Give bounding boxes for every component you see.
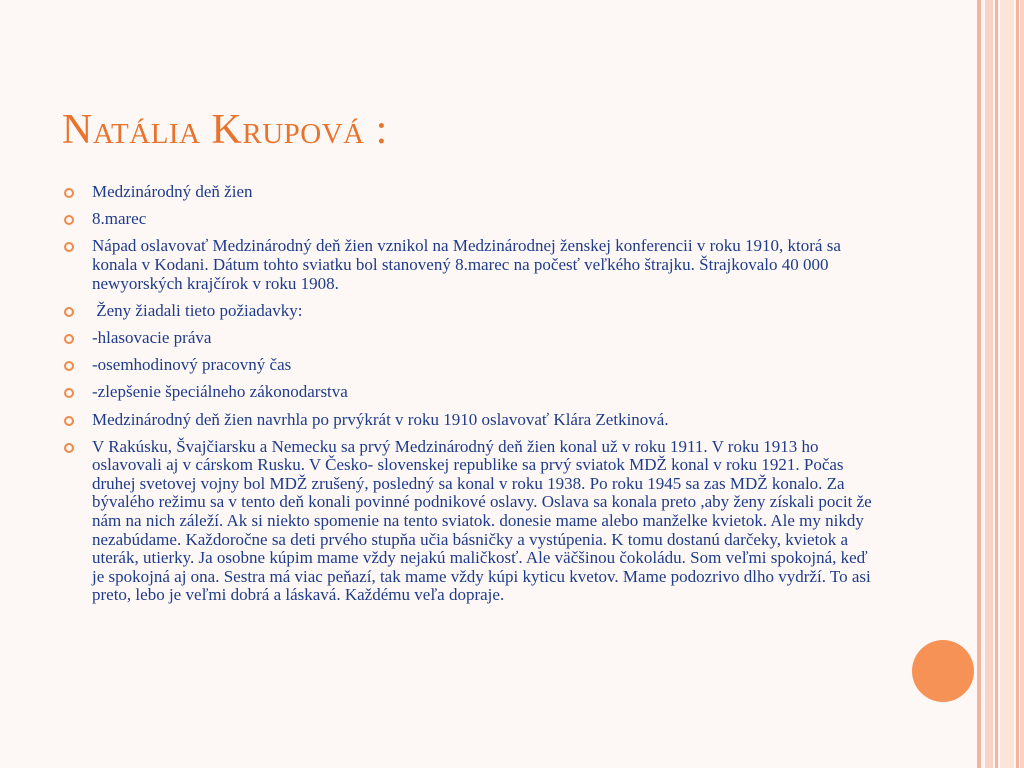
bullet-text: Ženy žiadali tieto požiadavky: <box>92 300 303 320</box>
bullet-item <box>64 210 876 229</box>
bullet-item <box>64 356 876 375</box>
bullet-text: -zlepšenie špeciálneho zákonodarstva <box>92 382 348 402</box>
hollow-circle-bullet-icon <box>64 307 74 317</box>
bullet-text: V Rakúsku, Švajčiarsku a Nemecku sa prvý Medzinárodný deň žien konal už v roku 1911. V roku 1913 ho oslavovali aj v cárskom Rusku. V Česko- slovenskej republike sa prvý sviatok MDŽ konal v roku 1921. Počas druhej svetovej vojny bol MDŽ zrušený, posledný sa konal v roku 1938. Po roku 1945 sa zas MDŽ konalo. Za bývalého režimu sa v tento deň konali povinné podnikové oslavy. Oslava sa konala preto ,aby ženy získali pocit že nám na nich záleží. Ak si niekto spomenie na tento sviatok. donesie mame alebo manželke kvietok. Ale my nikdy nezabúdame. Každoročne sa deti prvého stupňa učia básničky a vystúpenia. K tomu dostanú darčeky, kvietok a uterák, utierky. Ja osobne kúpim mame vždy nejakú maličkosť. Ale väčšinou čokoládu. Som veľmi spokojná, keď je spokojná aj ona. Sestra má viac peňazí, tak mame vždy kúpi kyticu kvetov. Mame podozrivo dlho vydrží. To asi preto, lebo je veľmi dobrá a láskavá. Každému veľa dopraje. <box>92 436 872 605</box>
bullet-text: Medzinárodný deň žien navrhla po prvýkrát v roku 1910 oslavovať Klára Zetkinová. <box>92 409 669 429</box>
bullet-text: 8.marec <box>92 209 147 229</box>
bullet-item <box>64 329 876 348</box>
hollow-circle-bullet-icon <box>64 443 74 453</box>
bullet-item <box>64 383 876 402</box>
bullet-item <box>64 237 876 293</box>
bullet-item <box>64 183 876 202</box>
right-border-stripe <box>1000 0 1014 768</box>
hollow-circle-bullet-icon <box>64 361 74 371</box>
bullet-text: Nápad oslavovať Medzinárodný deň žien vznikol na Medzinárodnej ženskej konferencii v roku 1910, ktorá sa konala v Kodani. Dátum tohto sviatku bol stanovený 8.marec na počesť veľkého štrajku. Štrajkovalo 40 000 newyorských krajčírok v roku 1908. <box>92 236 841 293</box>
right-border-stripe <box>1020 0 1024 768</box>
bullet-text: -osemhodinový pracovný čas <box>92 355 292 375</box>
bullet-item <box>64 411 876 430</box>
orange-circle-decoration <box>912 640 974 702</box>
right-border-stripe <box>985 0 993 768</box>
bullet-list <box>64 183 876 614</box>
hollow-circle-bullet-icon <box>64 388 74 398</box>
bullet-item <box>64 302 876 321</box>
hollow-circle-bullet-icon <box>64 416 74 426</box>
bullet-item <box>64 438 876 605</box>
right-border-stripe <box>1016 0 1019 768</box>
bullet-text: -hlasovacie práva <box>92 327 212 347</box>
hollow-circle-bullet-icon <box>64 188 74 198</box>
hollow-circle-bullet-icon <box>64 242 74 252</box>
slide-title: Natália Krupová : <box>62 107 388 153</box>
right-border-stripe <box>977 0 981 768</box>
hollow-circle-bullet-icon <box>64 334 74 344</box>
bullet-text: Medzinárodný deň žien <box>92 182 253 201</box>
hollow-circle-bullet-icon <box>64 215 74 225</box>
right-border-stripe <box>995 0 998 768</box>
